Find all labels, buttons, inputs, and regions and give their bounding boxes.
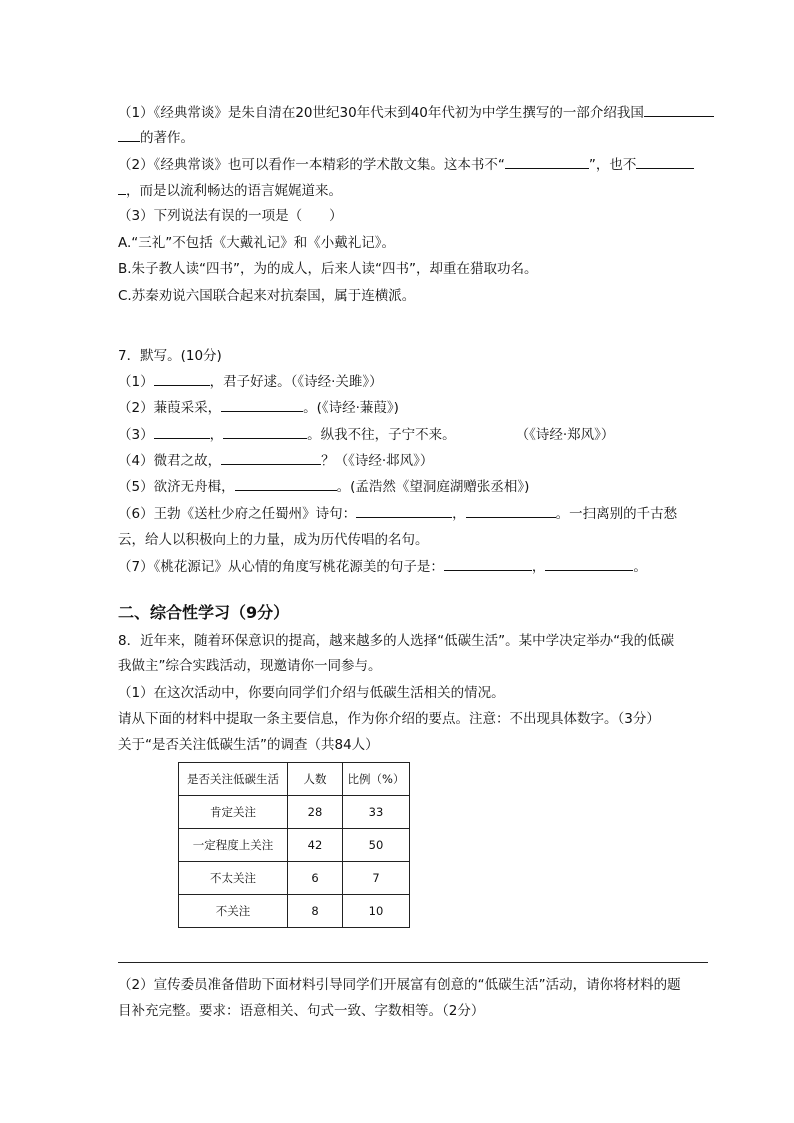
answer-blank[interactable] — [154, 425, 210, 439]
answer-blank[interactable] — [221, 398, 303, 412]
q8-part1: （1）在这次活动中，你要向同学们介绍与低碳生活相关的情况。 — [118, 685, 505, 701]
q7-item-7 — [118, 557, 647, 577]
table-cell: 50 — [343, 829, 410, 862]
answer-blank[interactable] — [154, 372, 210, 386]
q6-part2-text: （2）《经典常谈》也可以看作一本精彩的学术散文集。这本书不“ — [118, 157, 505, 173]
q7-item-6-line2: 云，给人以积极向上的力量，成为历代传唱的名句。 — [118, 532, 429, 548]
q6-part1-line1 — [118, 103, 714, 123]
table-cell: 不太关注 — [179, 862, 288, 895]
q7-item-3-source: （《诗经·郑风》） — [515, 427, 615, 443]
table-row — [179, 895, 410, 928]
q7-item-4 — [118, 451, 433, 471]
q7-item-7-period: 。 — [633, 559, 647, 575]
q7-item-1-label: （1） — [118, 374, 154, 390]
q8-part1-requirement: 请从下面的材料中提取一条主要信息，作为你介绍的要点。注意：不出现具体数字。（3分） — [118, 711, 660, 727]
table-cell: 10 — [343, 895, 410, 928]
divider — [118, 962, 708, 963]
answer-blank[interactable] — [221, 451, 321, 465]
q8-intro-line1: 8．近年来，随着环保意识的提高，越来越多的人选择“低碳生活”。某中学决定举办“我的低碳 — [118, 633, 675, 649]
q6-option-b: B.朱子教人读“四书”，为的成人，后来人读“四书”，却重在猎取功名。 — [118, 261, 538, 277]
table-cell: 6 — [288, 862, 343, 895]
table-header: 人数 — [288, 763, 343, 796]
q7-item-3-text: 。纵我不往，子宁不来。 — [307, 427, 456, 443]
q7-item-3 — [118, 425, 614, 445]
q7-item-5-source: 。(孟浩然《望洞庭湖赠张丞相》) — [336, 479, 530, 495]
survey-table — [178, 762, 410, 928]
table-cell: 33 — [343, 796, 410, 829]
table-cell: 42 — [288, 829, 343, 862]
answer-blank[interactable] — [644, 103, 714, 117]
answer-blank[interactable] — [444, 557, 532, 571]
q7-item-2-source: 。(《诗经·蒹葭》) — [303, 400, 399, 416]
q6-part1-line2 — [118, 128, 194, 148]
q7-item-2 — [118, 398, 399, 418]
q6-part2-line1 — [118, 155, 694, 175]
q7-item-6-text: （6）王勃《送杜少府之任蜀州》诗句： — [118, 506, 357, 522]
q7-item-5-text: （5）欲济无舟楫， — [118, 479, 235, 495]
table-header: 是否关注低碳生活 — [179, 763, 288, 796]
table-row — [179, 829, 410, 862]
answer-blank[interactable] — [636, 155, 694, 169]
q7-item-2-text: （2）蒹葭采采， — [118, 400, 222, 416]
answer-blank[interactable] — [223, 425, 307, 439]
table-cell: 28 — [288, 796, 343, 829]
q6-option-c: C.苏秦劝说六国联合起来对抗秦国，属于连横派。 — [118, 288, 416, 304]
table-row — [179, 796, 410, 829]
table-cell: 不关注 — [179, 895, 288, 928]
answer-blank[interactable] — [466, 504, 556, 518]
q7-item-1 — [118, 372, 383, 392]
section-heading: 二、综合性学习（9分） — [118, 603, 290, 622]
q8-part2-line1: （2）宣传委员准备借助下面材料引导同学们开展富有创意的“低碳生活”活动，请你将材料的题 — [118, 977, 681, 993]
q7-item-1-text: ，君子好逑。（《诗经·关雎》） — [209, 374, 383, 390]
q6-part2-text-mid: ”，也不 — [588, 157, 637, 173]
q7-item-6-comma: ， — [452, 506, 466, 522]
answer-blank[interactable] — [118, 181, 126, 195]
q7-item-6-text-end: 。一扫离别的千古愁 — [555, 506, 678, 522]
q7-item-7-comma: ， — [531, 559, 546, 575]
q7-item-4-source: ？（《诗经·邶风》） — [321, 453, 434, 469]
q6-part2-text-end: ，而是以流利畅达的语言娓娓道来。 — [126, 183, 342, 199]
answer-blank[interactable] — [118, 128, 140, 142]
table-row — [179, 862, 410, 895]
answer-blank[interactable] — [356, 504, 452, 518]
q7-item-7-text: （7）《桃花源记》从心情的角度写桃花源美的句子是： — [118, 559, 444, 575]
q7-item-6-line1 — [118, 504, 677, 524]
table-cell: 一定程度上关注 — [179, 829, 288, 862]
q7-item-3-comma: ， — [209, 427, 224, 443]
q7-item-4-text: （4）微君之故， — [118, 453, 222, 469]
table-header-row — [179, 763, 410, 796]
q7-item-5 — [118, 477, 529, 497]
answer-blank[interactable] — [235, 477, 337, 491]
answer-blank[interactable] — [505, 155, 589, 169]
q6-part3: （3）下列说法有误的一项是（ ） — [118, 208, 343, 224]
q6-option-a: A.“三礼”不包括《大戴礼记》和《小戴礼记》。 — [118, 235, 396, 251]
q6-part2-line2 — [118, 181, 342, 201]
table-header: 比例（%） — [343, 763, 410, 796]
answer-blank[interactable] — [545, 557, 633, 571]
q6-part1-text-end: 的著作。 — [140, 130, 194, 146]
table-cell: 7 — [343, 862, 410, 895]
q8-intro-line2: 我做主”综合实践活动，现邀请你一同参与。 — [118, 658, 382, 674]
survey-title: 关于“是否关注低碳生活”的调查（共84人） — [118, 737, 379, 753]
q7-item-3-label: （3） — [118, 427, 154, 443]
q6-part1-text: （1）《经典常谈》是朱自清在20世纪30年代末到40年代初为中学生撰写的一部介绍我国 — [118, 105, 644, 121]
q7-title: 7．默写。(10分) — [118, 348, 222, 364]
table-cell: 8 — [288, 895, 343, 928]
table-cell: 肯定关注 — [179, 796, 288, 829]
q8-part2-line2: 目补充完整。要求：语意相关、句式一致、字数相等。（2分） — [118, 1003, 485, 1019]
